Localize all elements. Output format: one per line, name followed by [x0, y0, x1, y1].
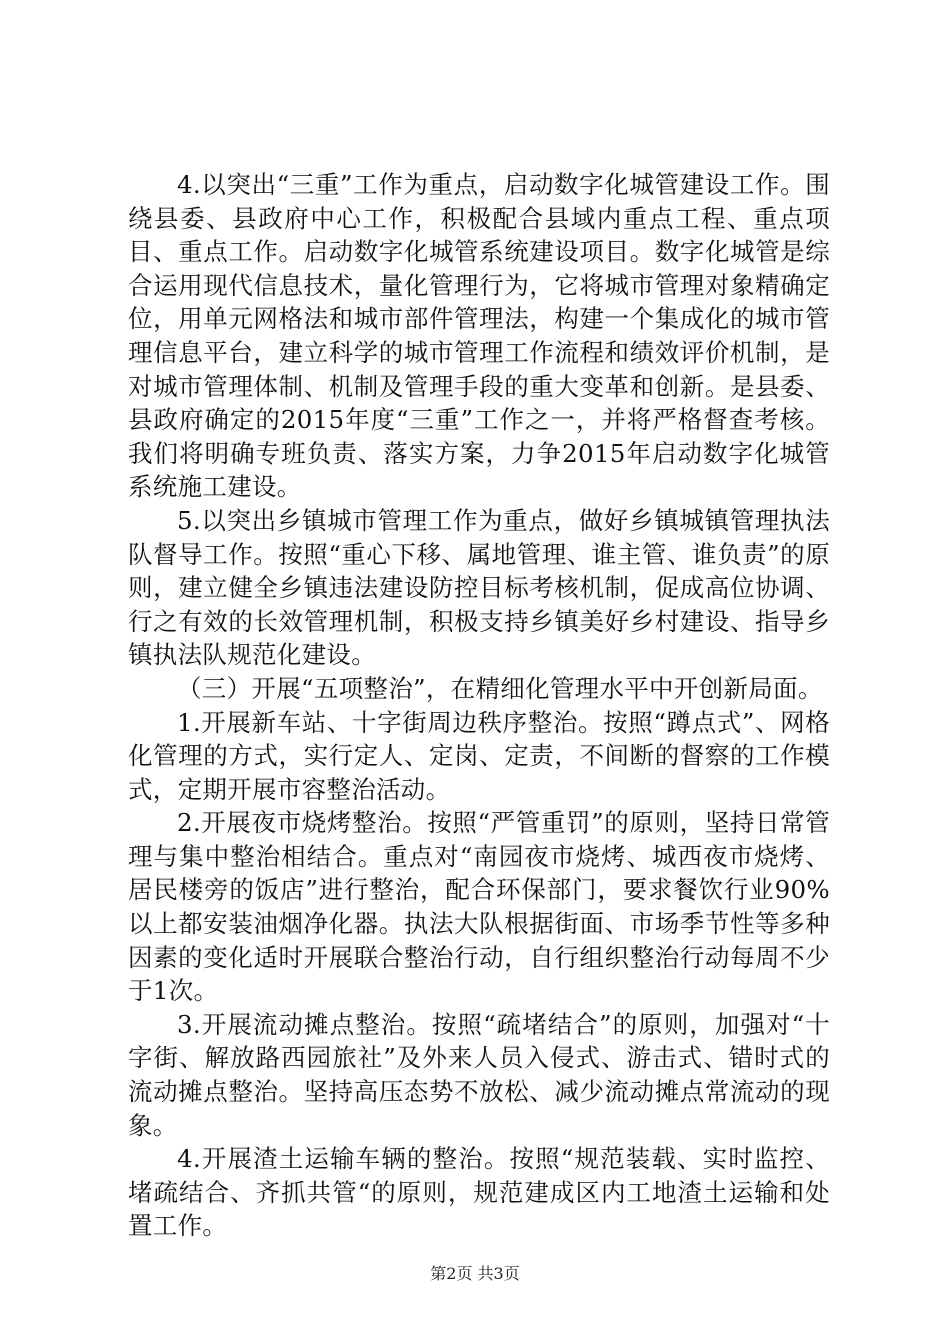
paragraph-item-5-township-management: 5.以突出乡镇城市管理工作为重点，做好乡镇城镇管理执法队督导工作。按照“重心下移、属地管理、谁主管、谁负责”的原则，建立健全乡镇违法建设防控目标考核机制，促成高位协调、行之有效的长效管理机制，积极支持乡镇美好乡村建设、指导乡镇执法队规范化建设。 — [128, 505, 830, 670]
document-body — [128, 168, 830, 1243]
section-heading-five-rectifications: （三）开展“五项整治”，在精细化管理水平中开创新局面。 — [177, 673, 823, 703]
paragraph-item-4-muck-transport: 4.开展渣土运输车辆的整治。按照“规范装载、实时监控、堵疏结合、齐抓共管“的原则，规范建成区内工地渣土运输和处置工作。 — [128, 1144, 830, 1241]
paragraph-item-4-digital-city-management: 4.以突出“三重”工作为重点，启动数字化城管建设工作。围绕县委、县政府中心工作，积极配合县域内重点工程、重点项目、重点工作。启动数字化城管系统建设项目。数字化城管是综合运用现代信息技术，量化管理行为，它将城市管理对象精确定位，用单元网格法和城市部件管理法，构建一个集成化的城市管理信息平台，建立科学的城市管理工作流程和绩效评价机制，是对城市管理体制、机制及管理手段的重大变革和创新。是县委、县政府确定的2015年度“三重”工作之一，并将严格督查考核。我们将明确专班负责、落实方案，力争2015年启动数字化城管系统施工建设。 — [128, 170, 830, 502]
paragraph-item-2-night-market-bbq: 2.开展夜市烧烤整治。按照“严管重罚”的原则，坚持日常管理与集中整治相结合。重点对“南园夜市烧烤、城西夜市烧烤、居民楼旁的饭店”进行整治，配合环保部门，要求餐饮行业90%以上都安装油烟净化器。执法大队根据街面、市场季节性等多种因素的变化适时开展联合整治行动，自行组织整治行动每周不少于1次。 — [128, 808, 830, 1006]
paragraph-item-1-station-order: 1.开展新车站、十字街周边秩序整治。按照“蹲点式”、网格化管理的方式，实行定人、定岗、定责，不间断的督察的工作模式，定期开展市容整治活动。 — [128, 707, 830, 804]
page-footer: 第2页 共3页 — [430, 1264, 520, 1283]
paragraph-item-3-mobile-vendors: 3.开展流动摊点整治。按照“疏堵结合”的原则，加强对“十字街、解放路西园旅社”及外来人员入侵式、游击式、错时式的流动摊点整治。坚持高压态势不放松、减少流动摊点常流动的现象。 — [128, 1009, 831, 1140]
